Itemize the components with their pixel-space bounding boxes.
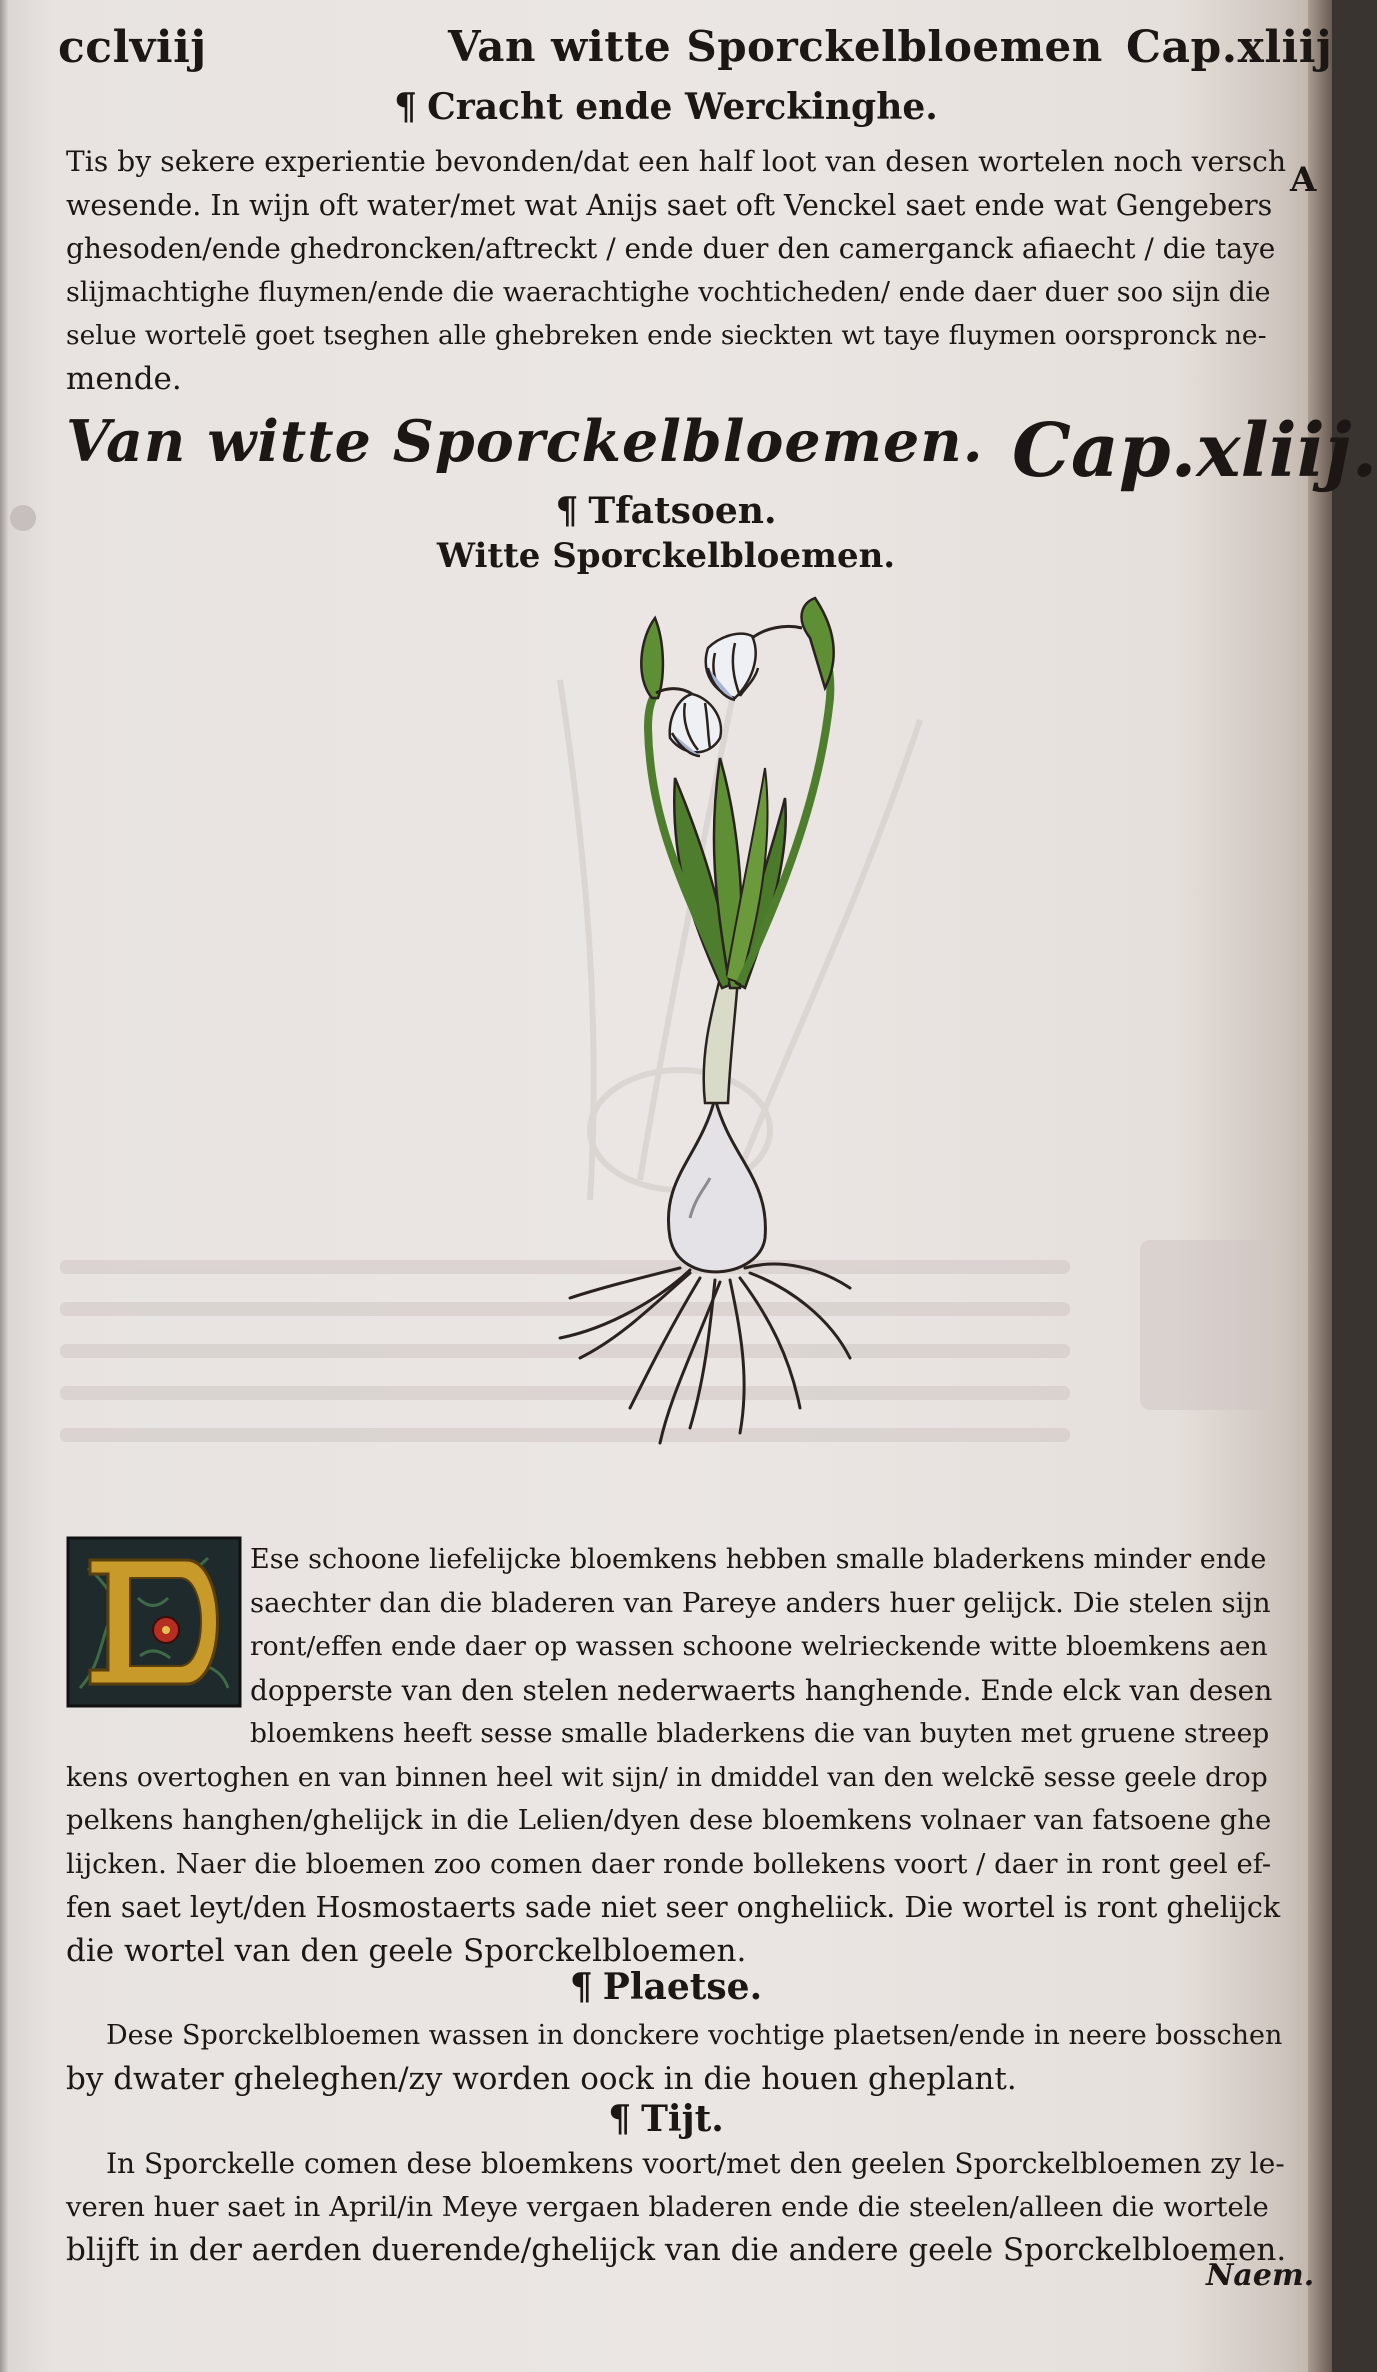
description-first-lines (250, 1538, 1280, 1712)
text-line: veren huer saet in April/in Meye vergaen bladeren ende die steelen/alleen die wortele (66, 2190, 1269, 2223)
snowdrop-illustration (540, 598, 920, 1448)
text-line: saechter dan die bladeren van Pareye anders huer gelijck. Die stelen sijn (250, 1586, 1271, 1619)
text-line: pelkens hanghen/ghelijck in die Lelien/dyen dese bloemkens volnaer van fatsoene ghe (66, 1804, 1272, 1836)
page-gutter-shadow (0, 0, 8, 2372)
text-line: ghesoden/ende ghedroncken/aftreckt / ende duer den camerganck afiaecht / die taye (66, 232, 1276, 265)
description-body (66, 1712, 1286, 1973)
section-heading-tijt (0, 2098, 1332, 2140)
pilcrow-icon: ¶ (555, 490, 579, 532)
catchword: Naem. (1206, 2258, 1315, 2293)
running-chapter: Cap.xliij (1126, 22, 1333, 73)
section-heading-kracht-text: Cracht ende Werckinghe. (427, 86, 938, 128)
text-line: die wortel van den geele Sporckelbloemen. (66, 1932, 747, 1969)
margin-letter: A (1290, 160, 1317, 200)
pilcrow-icon: ¶ (608, 2098, 632, 2140)
text-line: lijcken. Naer die bloemen zoo comen daer ronde bollekens voort / daer in ront geel ef- (66, 1847, 1272, 1880)
text-line: Dese Sporckelbloemen wassen in donckere vochtige plaetsen/ende in neere bosschen (106, 2020, 1283, 2051)
text-line: Ese schoone liefelijcke bloemkens hebben smalle bladerkens minder ende (250, 1544, 1267, 1575)
section-heading-plaetse (0, 1966, 1332, 2008)
text-line: selue wortelē goet tseghen alle ghebreken ende sieckten wt taye fluymen oorspronck ne- (66, 320, 1267, 351)
section-heading-tijt-text: Tijt. (641, 2098, 724, 2140)
section-heading-kracht (0, 86, 1332, 128)
page-edge-shadow (1308, 0, 1332, 2372)
section-heading-fatsoen-text: Tfatsoen. (588, 490, 777, 532)
text-line: In Sporckelle comen dese bloemkens voort/met den geelen Sporckelbloemen zy le- (106, 2147, 1285, 2180)
paragraph-kracht (66, 140, 1286, 401)
paragraph-tijt (66, 2142, 1286, 2273)
text-line: Tis by sekere experientie bevonden/dat een half loot van desen wortelen noch versch (66, 145, 1287, 178)
text-line: kens overtoghen en van binnen heel wit sijn/ in dmiddel van den welckē sesse geele drop (66, 1761, 1268, 1793)
text-line: mende. (66, 360, 182, 397)
section-heading-fatsoen (0, 490, 1332, 532)
pilcrow-icon: ¶ (569, 1966, 593, 2008)
folio-number: cclviij (58, 22, 207, 73)
text-line: by dwater gheleghen/zy worden oock in die houen gheplant. (66, 2060, 1017, 2097)
text-line: ront/effen ende daer op wassen schoone welrieckende witte bloemkens aen (250, 1631, 1268, 1662)
text-line: fen saet leyt/den Hosmostaerts sade niet seer ongheliick. Die wortel is ront ghelijck (66, 1891, 1281, 1924)
chapter-number: Cap.xliij. (1012, 408, 1377, 494)
text-line: bloemkens heeft sesse smalle bladerkens die van buyten met gruene streep (250, 1718, 1270, 1749)
figure-caption: Witte Sporckelbloemen. (436, 536, 896, 576)
text-line: dopperste van den stelen nederwaerts hanghende. Ende elck van desen (250, 1673, 1273, 1707)
text-line: wesende. In wijn oft water/met wat Anijs saet oft Venckel saet ende wat Gengebers (66, 188, 1273, 222)
running-title: Van witte Sporckelbloemen (448, 22, 1103, 71)
text-line: blijft in der aerden duerende/ghelijck van die andere geele Sporckelbloemen. (66, 2232, 1287, 2268)
section-heading-plaetse-text: Plaetse. (602, 1966, 763, 2008)
chapter-title: Van witte Sporckelbloemen. (66, 408, 984, 475)
paragraph-plaetse (66, 2014, 1286, 2101)
text-line: slijmachtighe fluymen/ende die waerachtighe vochticheden/ ende daer duer soo sijn die (66, 276, 1271, 308)
pilcrow-icon: ¶ (394, 86, 418, 128)
decorated-initial (68, 1538, 240, 1706)
